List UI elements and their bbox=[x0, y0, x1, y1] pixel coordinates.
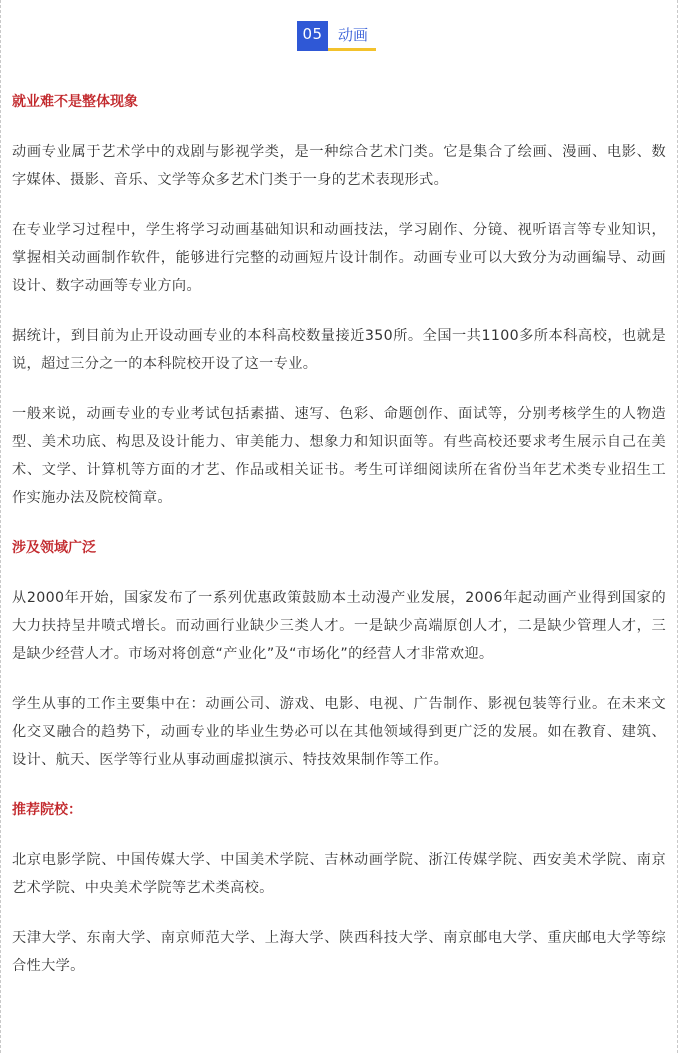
paragraph: 天津大学、东南大学、南京师范大学、上海大学、陕西科技大学、南京邮电大学、重庆邮电大学等综合性大学。 bbox=[12, 930, 666, 974]
paragraph: 在专业学习过程中，学生将学习动画基础知识和动画技法，学习剧作、分镜、视听语言等专业知识，掌握相关动画制作软件，能够进行完整的动画短片设计制作。动画专业可以大致分为动画编导、动画设计、数字动画等专业方向。 bbox=[12, 222, 666, 294]
paragraph: 一般来说，动画专业的专业考试包括素描、速写、色彩、命题创作、面试等，分别考核学生的人物造型、美术功底、构思及设计能力、审美能力、想象力和知识面等。有些高校还要求考生展示自己在美术、文学、计算机等方面的才艺、作品或相关证书。考生可详细阅读所在省份当年艺术类专业招生工作实施办法及院校简章。 bbox=[12, 406, 666, 506]
heading-fields: 涉及领域广泛 bbox=[12, 540, 96, 556]
heading-employment: 就业难不是整体现象 bbox=[12, 94, 138, 110]
paragraph: 学生从事的工作主要集中在：动画公司、游戏、电影、电视、广告制作、影视包装等行业。在未来文化交叉融合的趋势下，动画专业的毕业生势必可以在其他领域得到更广泛的发展。如在教育、建筑、设计、航天、医学等行业从事动画虚拟演示、特技效果制作等工作。 bbox=[12, 696, 666, 768]
paragraph: 北京电影学院、中国传媒大学、中国美术学院、吉林动画学院、浙江传媒学院、西安美术学院、南京艺术学院、中央美术学院等艺术类高校。 bbox=[12, 852, 666, 896]
section-header bbox=[297, 21, 376, 52]
section-title-underline bbox=[328, 21, 376, 51]
paragraph: 动画专业属于艺术学中的戏剧与影视学类，是一种综合艺术门类。它是集合了绘画、漫画、电影、数字媒体、摄影、音乐、文学等众多艺术门类于一身的艺术表现形式。 bbox=[12, 144, 666, 188]
paragraph: 从2000年开始，国家发布了一系列优惠政策鼓励本土动漫产业发展，2006年起动画产业得到国家的大力扶持呈井喷式增长。而动画行业缺少三类人才。一是缺少高端原创人才，二是缺少管理人才，三是缺少经营人才。市场对将创意“产业化”及“市场化”的经营人才非常欢迎。 bbox=[12, 590, 666, 662]
section-title: 动画 bbox=[338, 26, 369, 44]
paragraph: 据统计，到目前为止开设动画专业的本科高校数量接近350所。全国一共1100多所本科高校，也就是说，超过三分之一的本科院校开设了这一专业。 bbox=[12, 328, 666, 372]
section-number-badge: 05 bbox=[297, 21, 328, 51]
article-body bbox=[12, 88, 666, 1002]
heading-recommended-schools: 推荐院校： bbox=[12, 802, 82, 818]
